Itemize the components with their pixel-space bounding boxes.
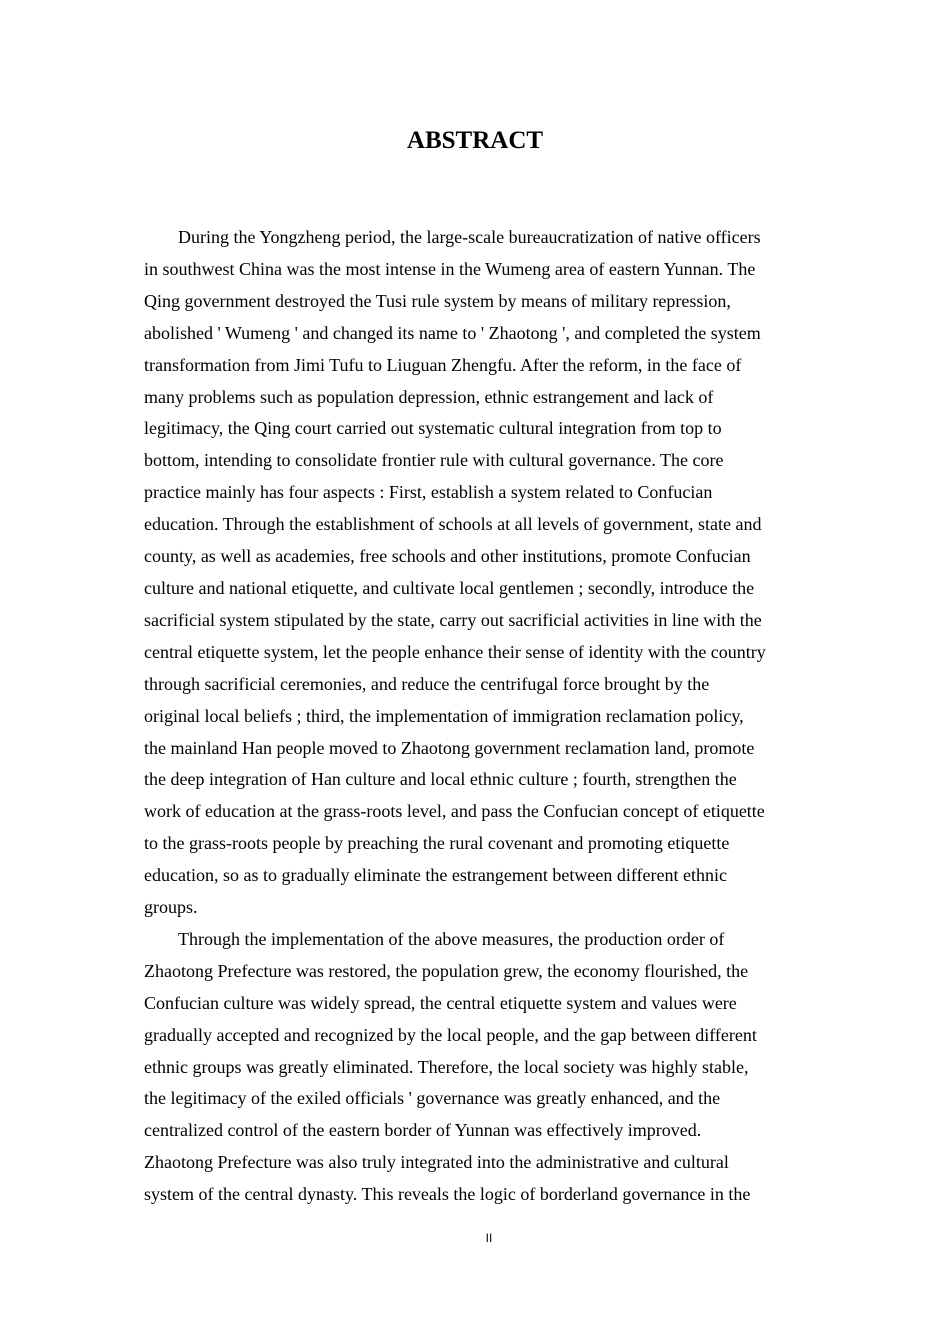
- paragraph-line: gradually accepted and recognized by the local people, and the gap between different: [144, 1024, 757, 1045]
- paragraph-line: Through the implementation of the above measures, the production order of: [178, 928, 725, 949]
- paragraph-line: bottom, intending to consolidate frontier rule with cultural governance. The core: [144, 450, 724, 471]
- paragraph-line: transformation from Jimi Tufu to Liuguan Zhengfu. After the reform, in the face of: [144, 354, 742, 375]
- paragraph-line: the deep integration of Han culture and local ethnic culture ; fourth, strengthen the: [144, 769, 737, 790]
- paragraph-line: culture and national etiquette, and cultivate local gentlemen ; secondly, introduce the: [144, 577, 755, 598]
- paragraph-line: education. Through the establishment of schools at all levels of government, state and: [144, 514, 762, 535]
- paragraph-line: the legitimacy of the exiled officials ' governance was greatly enhanced, and the: [144, 1088, 721, 1109]
- paragraph-line: Zhaotong Prefecture was restored, the population grew, the economy flourished, the: [144, 960, 749, 981]
- paragraph-line: During the Yongzheng period, the large-scale bureaucratization of native officers: [178, 227, 761, 247]
- paragraph-line: Qing government destroyed the Tusi rule system by means of military repression,: [144, 290, 731, 311]
- paragraph-line: centralized control of the eastern border of Yunnan was effectively improved.: [144, 1120, 702, 1141]
- paragraph-line: the mainland Han people moved to Zhaotong government reclamation land, promote: [144, 737, 755, 758]
- paragraph-line: sacrificial system stipulated by the state, carry out sacrificial activities in line with the: [144, 609, 762, 630]
- paragraph-line: in southwest China was the most intense in the Wumeng area of eastern Yunnan. The: [144, 258, 756, 279]
- paragraph-line: education, so as to gradually eliminate the estrangement between different ethnic: [144, 865, 727, 886]
- paragraph-line: abolished ' Wumeng ' and changed its name to ' Zhaotong ', and completed the system: [144, 322, 761, 343]
- paragraph-line: legitimacy, the Qing court carried out systematic cultural integration from top to: [144, 418, 722, 439]
- paragraph-line: through sacrificial ceremonies, and reduce the centrifugal force brought by the: [144, 673, 710, 694]
- paragraph-line: Zhaotong Prefecture was also truly integrated into the administrative and cultural: [144, 1152, 729, 1173]
- abstract-title: ABSTRACT: [406, 127, 544, 154]
- page-number: II: [485, 1231, 493, 1245]
- paragraph-line: work of education at the grass-roots level, and pass the Confucian concept of etiquette: [144, 801, 765, 822]
- paragraph-line: original local beliefs ; third, the implementation of immigration reclamation policy,: [144, 705, 744, 726]
- paragraph-line: central etiquette system, let the people enhance their sense of identity with the country: [144, 641, 766, 662]
- paragraph-line: county, as well as academies, free schools and other institutions, promote Confucian: [144, 546, 751, 567]
- paragraph-line: practice mainly has four aspects : First, establish a system related to Confucian: [144, 482, 713, 503]
- paragraph-line: to the grass-roots people by preaching the rural covenant and promoting etiquette: [144, 833, 730, 854]
- paragraph-line: ethnic groups was greatly eliminated. Therefore, the local society was highly stable,: [144, 1056, 749, 1077]
- paragraph-line: groups.: [144, 897, 198, 918]
- abstract-body: [144, 222, 808, 1211]
- paragraph-line: system of the central dynasty. This reveals the logic of borderland governance in the: [144, 1184, 751, 1205]
- paragraph-line: Confucian culture was widely spread, the central etiquette system and values were: [144, 992, 737, 1013]
- paragraph-line: many problems such as population depression, ethnic estrangement and lack of: [144, 386, 714, 407]
